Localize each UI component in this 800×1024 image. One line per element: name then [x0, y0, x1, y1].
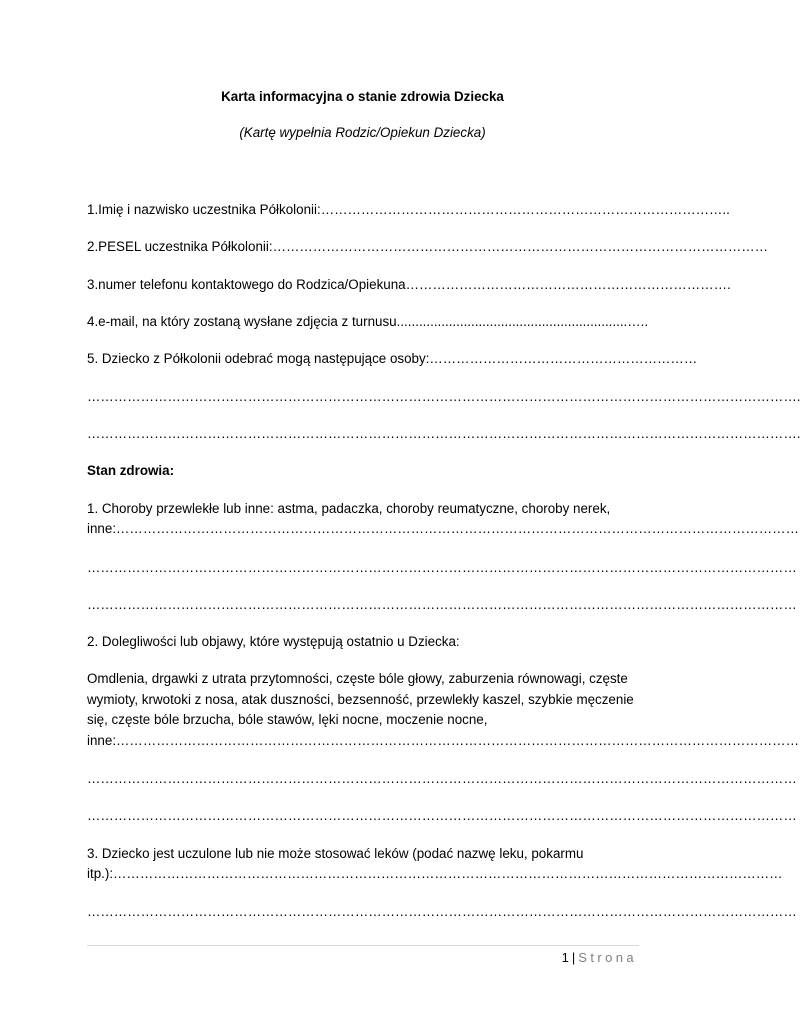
chronic-diseases-other-field: inne:………………………………………………………………………………………………………………………………………: [87, 521, 799, 536]
symptoms-question: 2. Dolegliwości lub objawy, które występują ostatnio u Dziecka:: [87, 634, 460, 649]
allergies-field: itp.):……………………………………………………………………………………………………………………………………: [87, 866, 783, 881]
field-pickup-persons: 5. Dziecko z Półkolonii odebrać mogą następujące osoby:……………………………………………………: [87, 351, 698, 366]
dotted-line: …………………………………………………………………………………………………………………………………………….: [87, 389, 800, 404]
field-participant-name: 1.Imię i nazwisko uczestnika Półkolonii:………………………………………………………………………………..: [87, 202, 730, 217]
symptoms-other-field: inne:………………………………………………………………………………………………………………………………………: [87, 733, 799, 748]
field-email: 4.e-mail, na który zostaną wysłane zdjęcia z turnusu..............................................................…..: [87, 314, 649, 329]
page-footer: [562, 950, 637, 966]
symptoms-list-line: się, częste bóle brzucha, bóle stawów, lęki nocne, moczenie nocne,: [87, 712, 488, 727]
footer-divider: [87, 945, 639, 946]
chronic-diseases-question: 1. Choroby przewlekłe lub inne: astma, padaczka, choroby reumatyczne, choroby nerek,: [87, 501, 611, 516]
dotted-line: …………………………………………………………………………………………………………………………………………….: [87, 426, 800, 441]
dotted-line: ……………………………………………………………………………………………………………………………………………: [87, 771, 797, 786]
footer-separator: |: [571, 950, 576, 965]
dotted-line: ……………………………………………………………………………………………………………………………………………: [87, 808, 797, 823]
symptoms-list-line: Omdlenia, drgawki z utrata przytomności, częste bóle głowy, zaburzenia równowagi, częste: [87, 671, 628, 686]
section-heading-health: Stan zdrowia:: [87, 463, 175, 478]
field-parent-phone: 3.numer telefonu kontaktowego do Rodzica/Opiekuna……………………………………………………………….: [87, 277, 731, 292]
dotted-line: ……………………………………………………………………………………………………………………………………………: [87, 597, 797, 612]
allergies-question: 3. Dziecko jest uczulone lub nie może stosować leków (podać nazwę leku, pokarmu: [87, 846, 584, 861]
dotted-line: ……………………………………………………………………………………………………………………………………………: [87, 560, 797, 575]
document-subtitle: (Kartę wypełnia Rodzic/Opiekun Dziecka): [239, 125, 486, 140]
symptoms-list-line: wymioty, krwotoki z nosa, atak duszności, bezsenność, przewlekły kaszel, szybkie męczenie: [87, 692, 634, 707]
page-number: 1: [561, 950, 569, 965]
document-title: Karta informacyjna o stanie zdrowia Dziecka: [221, 89, 504, 104]
field-pesel: 2.PESEL uczestnika Półkolonii:…………………………………………………………………………………………………: [87, 239, 769, 254]
dotted-line: ……………………………………………………………………………………………………………………………………………: [87, 904, 797, 919]
page-label: Strona: [578, 950, 637, 965]
